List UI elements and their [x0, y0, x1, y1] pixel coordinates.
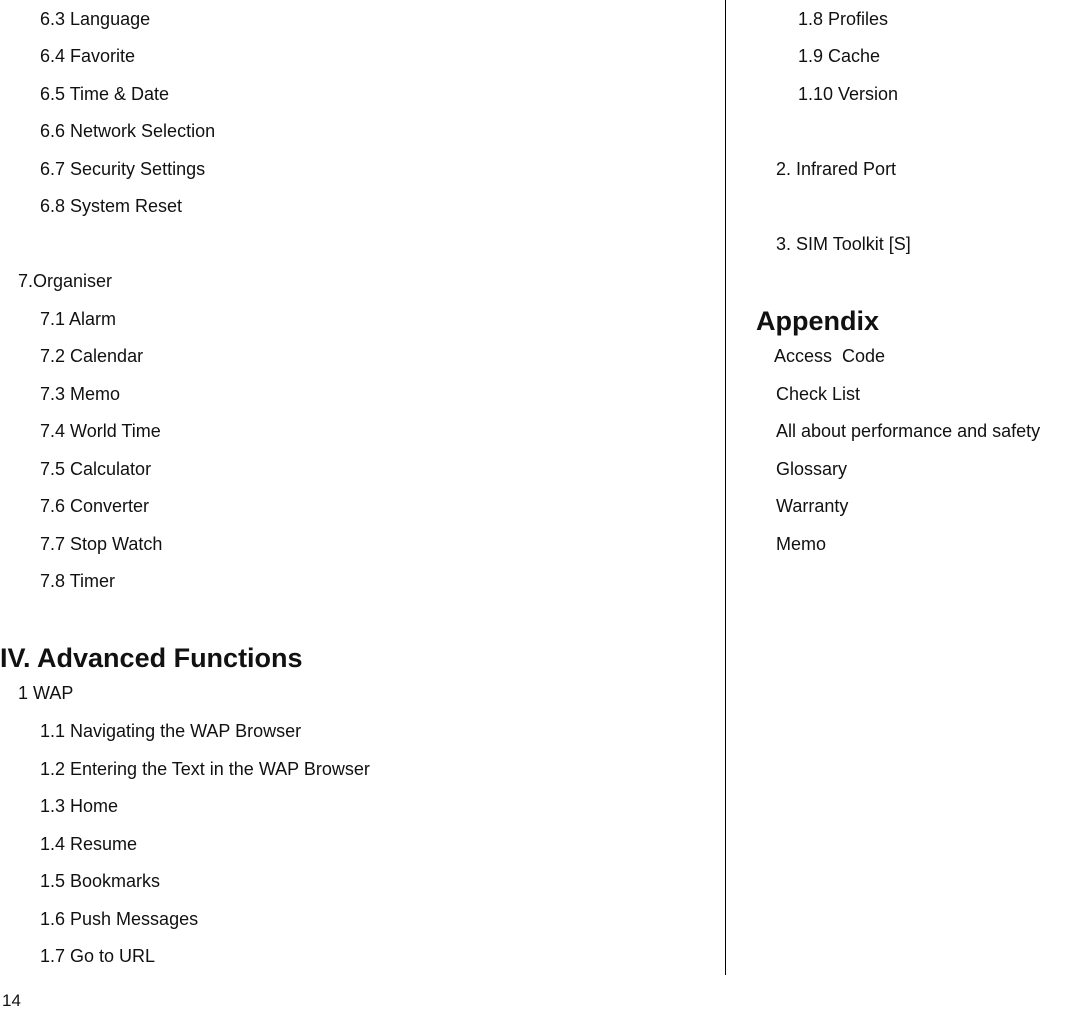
- toc-entry-bookmarks: 1.5 Bookmarks: [40, 871, 161, 891]
- toc-entry-favorite: 6.4 Favorite: [40, 46, 136, 66]
- toc-entry-stop-watch: 7.7 Stop Watch: [40, 534, 163, 554]
- toc-entry-cache: 1.9 Cache: [798, 46, 881, 66]
- toc-entry-time-date: 6.5 Time & Date: [40, 84, 170, 104]
- toc-entry-sim-toolkit: 3. SIM Toolkit [S]: [776, 234, 911, 254]
- toc-entry-access-code: Access Code: [774, 346, 886, 366]
- toc-entry-profiles: 1.8 Profiles: [798, 9, 889, 29]
- toc-entry-security-settings: 6.7 Security Settings: [40, 159, 206, 179]
- toc-entry-calendar: 7.2 Calendar: [40, 346, 144, 366]
- toc-entry-resume: 1.4 Resume: [40, 834, 138, 854]
- toc-entry-world-time: 7.4 World Time: [40, 421, 161, 441]
- toc-entry-timer: 7.8 Timer: [40, 571, 116, 591]
- page-number: 14: [2, 991, 21, 1010]
- section-heading-advanced-functions: IV. Advanced Functions: [0, 643, 303, 673]
- column-divider: [725, 0, 726, 975]
- toc-entry-alarm: 7.1 Alarm: [40, 309, 117, 329]
- toc-entry-performance-safety: All about performance and safety: [776, 421, 1041, 441]
- toc-entry-home: 1.3 Home: [40, 796, 119, 816]
- toc-entry-navigating-wap: 1.1 Navigating the WAP Browser: [40, 721, 302, 741]
- toc-entry-go-to-url: 1.7 Go to URL: [40, 946, 156, 966]
- toc-entry-warranty: Warranty: [776, 496, 849, 516]
- toc-entry-version: 1.10 Version: [798, 84, 899, 104]
- toc-entry-calculator: 7.5 Calculator: [40, 459, 152, 479]
- toc-entry-appendix-memo: Memo: [776, 534, 827, 554]
- wap-heading: 1 WAP: [18, 683, 74, 703]
- toc-entry-push-messages: 1.6 Push Messages: [40, 909, 199, 929]
- section-heading-appendix: Appendix: [756, 306, 880, 336]
- toc-entry-network-selection: 6.6 Network Selection: [40, 121, 216, 141]
- toc-entry-infrared-port: 2. Infrared Port: [776, 159, 897, 179]
- toc-entry-entering-text: 1.2 Entering the Text in the WAP Browser: [40, 759, 370, 779]
- toc-entry-language: 6.3 Language: [40, 9, 151, 29]
- toc-entry-system-reset: 6.8 System Reset: [40, 196, 183, 216]
- toc-entry-check-list: Check List: [776, 384, 861, 404]
- toc-entry-converter: 7.6 Converter: [40, 496, 150, 516]
- toc-entry-glossary: Glossary: [776, 459, 848, 479]
- organiser-heading: 7.Organiser: [18, 271, 113, 291]
- toc-entry-memo: 7.3 Memo: [40, 384, 121, 404]
